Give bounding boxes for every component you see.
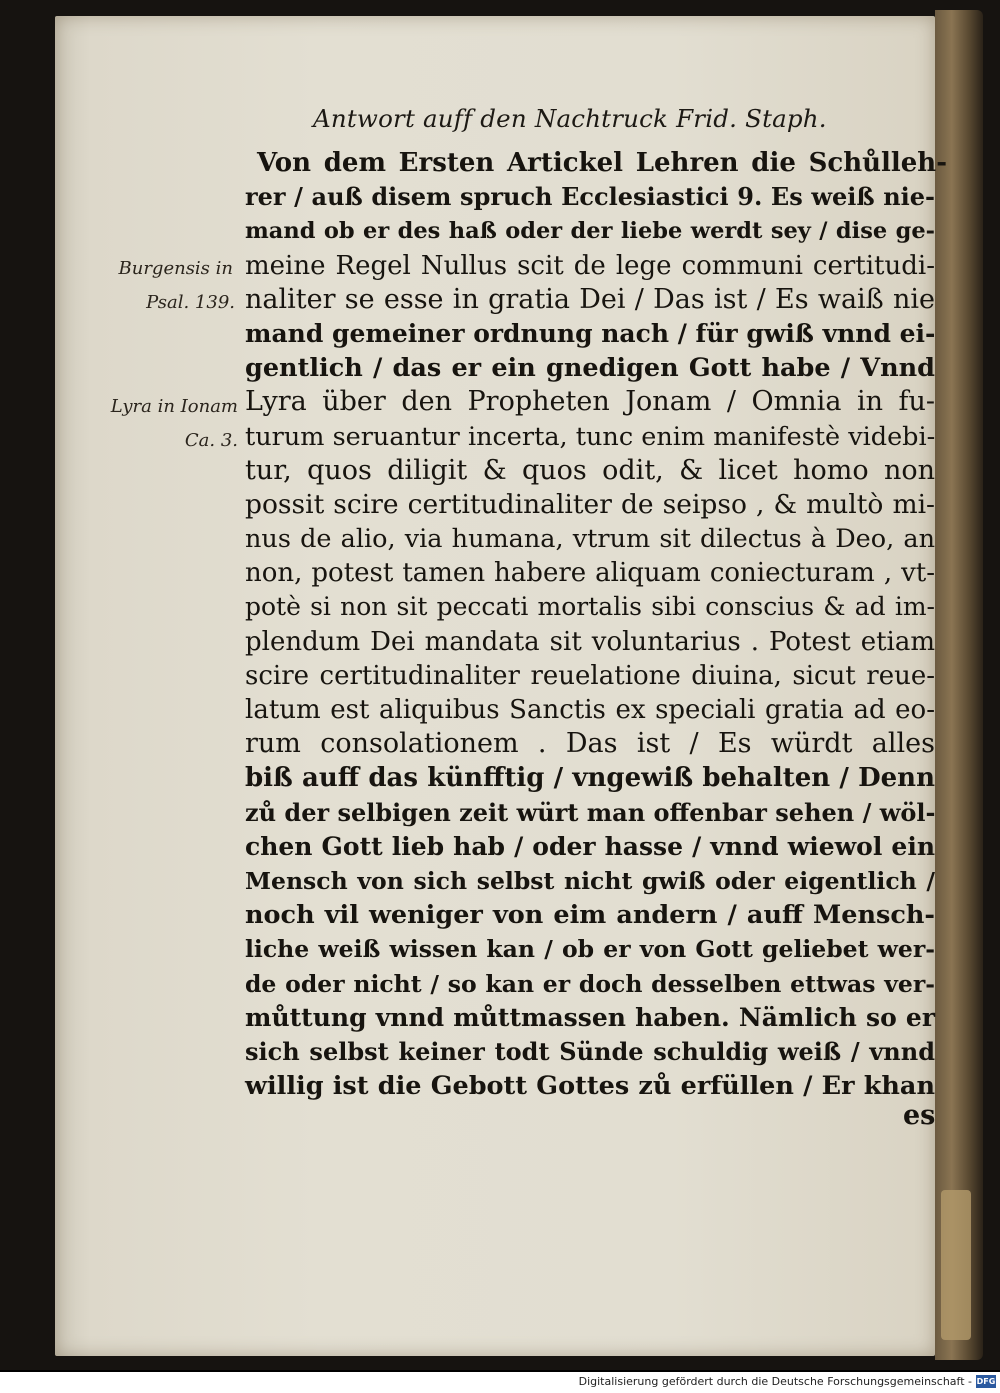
text-line: gentlich / das er ein gnedigen Gott habe / Vnnd <box>245 353 935 384</box>
text-line: non, potest tamen habere aliquam coniecturam , vt- <box>245 558 935 589</box>
text-line: scire certitudinaliter reuelatione diuina, sicut reue- <box>245 660 935 691</box>
text-line: latum est aliquibus Sanctis ex speciali gratia ad eo- <box>245 695 935 725</box>
dfg-logo: DFG <box>976 1377 996 1386</box>
text-line: Lyra über den Propheten Jonam / Omnia in fu- <box>245 386 935 418</box>
funding-notice: Digitalisierung gefördert durch die Deutsche Forschungsgemeinschaft - <box>578 1375 972 1388</box>
catchword: es <box>903 1100 936 1131</box>
text-line: Mensch von sich selbst nicht gwiß oder eigentlich / <box>245 866 935 895</box>
text-line: biß auff das künfftig / vngewiß behalten / Denn <box>245 763 935 794</box>
text-line: můttung vnnd můttmassen haben. Nämlich so er <box>245 1002 935 1032</box>
text-line: plendum Dei mandata sit voluntarius . Potest etiam <box>245 626 935 657</box>
footer-bar <box>0 1372 1000 1393</box>
margin-note-burgensis: Burgensis in <box>118 258 233 279</box>
text-line: noch vil weniger von eim andern / auff Mensch- <box>245 900 935 931</box>
text-line: de oder nicht / so kan er doch desselben ettwas ver- <box>245 969 935 998</box>
body-text <box>245 146 945 1103</box>
text-line: willig ist die Gebott Gottes zů erfüllen / Er khan <box>245 1071 935 1102</box>
text-line: meine Regel Nullus scit de lege communi certitudi- <box>245 250 935 281</box>
text-line: liche weiß wissen kan / ob er von Gott geliebet wer- <box>245 935 935 964</box>
text-line: Von dem Ersten Artickel Lehren die Schůlleh- <box>257 148 947 178</box>
text-line: rer / auß disem spruch Ecclesiastici 9. Es weiß nie- <box>245 182 935 212</box>
text-line: rum consolationem . Das ist / Es würdt alles <box>245 728 935 760</box>
text-line: nus de alio, via humana, vtrum sit dilectus à Deo, an <box>245 524 935 555</box>
margin-note-psal: Psal. 139. <box>146 292 235 313</box>
text-line: naliter se esse in gratia Dei / Das ist / Es waiß nie <box>245 283 935 315</box>
text-line: tur, quos diligit & quos odit, & licet homo non <box>245 454 935 486</box>
text-line: potè si non sit peccati mortalis sibi conscius & ad im- <box>245 592 935 622</box>
running-header: Antwort auff den Nachtruck Frid. Staph. <box>313 104 827 133</box>
text-line: sich selbst keiner todt Sünde schuldig weiß / vnnd <box>245 1036 935 1066</box>
text-line: chen Gott lieb hab / oder hasse / vnnd wiewol ein <box>245 831 935 861</box>
text-line: zů der selbigen zeit würt man offenbar sehen / wöl- <box>245 797 936 827</box>
margin-note-lyra: Lyra in Ionam <box>110 396 238 417</box>
margin-note-cap: Ca. 3. <box>184 430 238 451</box>
text-line: turum seruantur incerta, tunc enim manifestè videbi- <box>245 421 936 452</box>
text-line: mand gemeiner ordnung nach / für gwiß vnnd ei- <box>245 318 936 348</box>
text-line: mand ob er des haß oder der liebe werdt sey / dise ge- <box>245 218 935 245</box>
text-line: possit scire certitudinaliter de seipso , & multò mi- <box>245 488 935 520</box>
